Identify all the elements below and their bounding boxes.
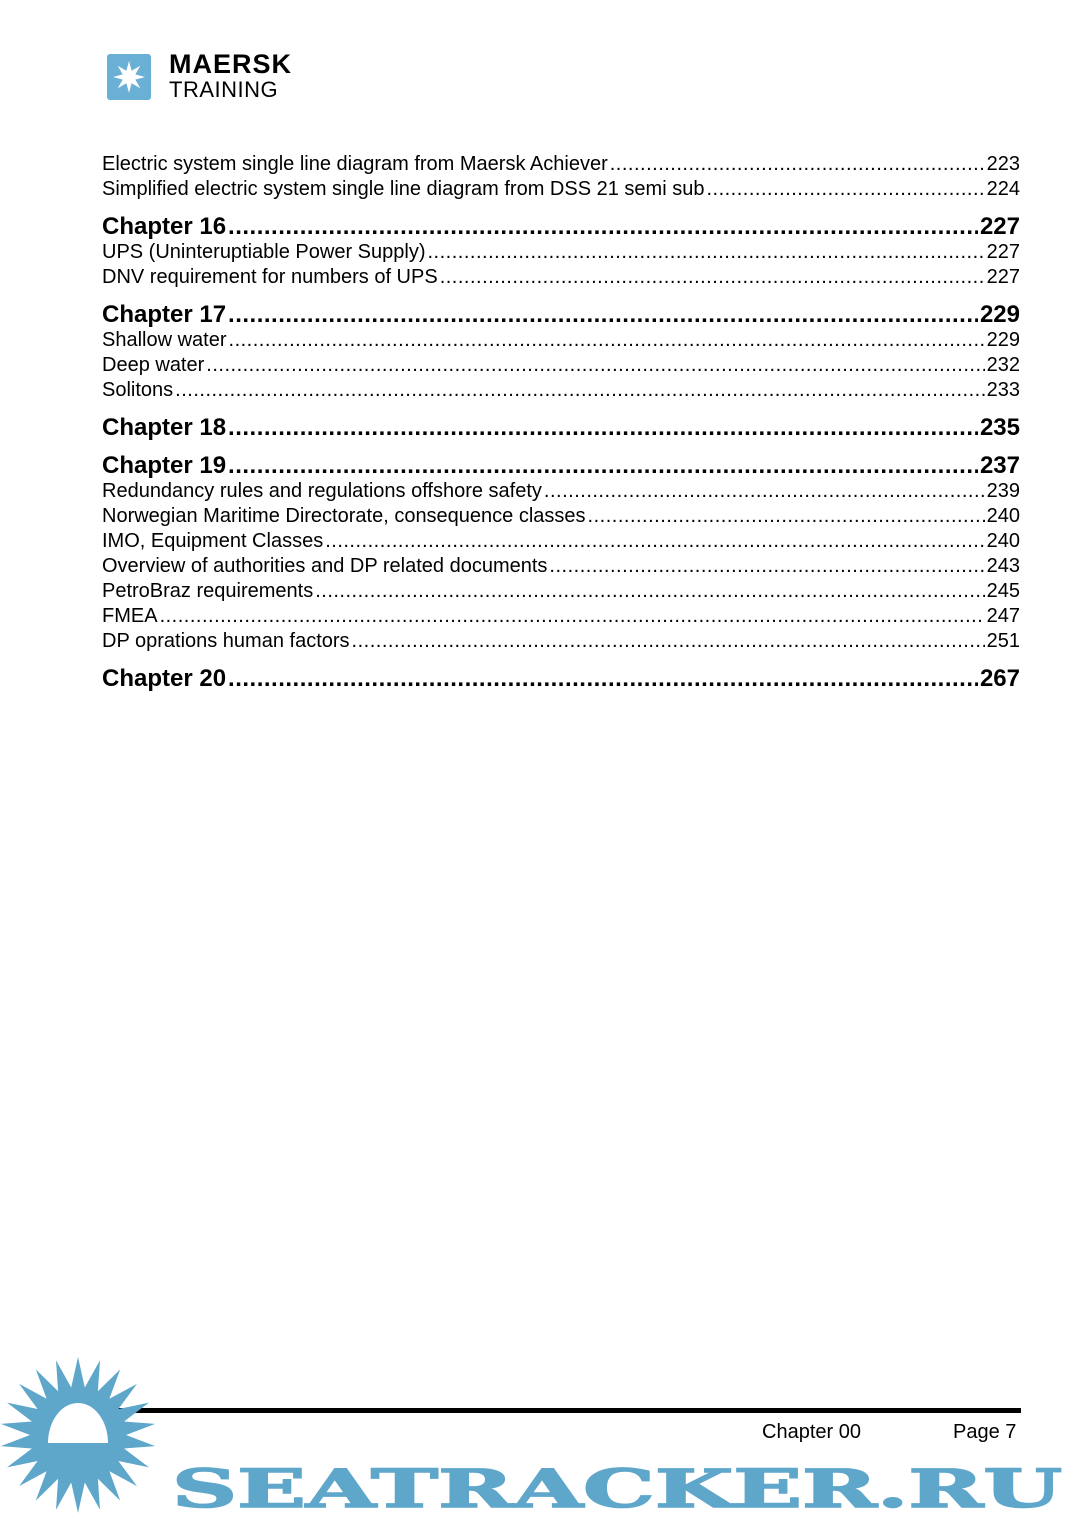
dot-leader (544, 479, 985, 504)
toc-entry-page: 251 (986, 630, 1020, 652)
toc-entry-page: 245 (986, 580, 1020, 602)
toc-entry[interactable] (102, 378, 1020, 403)
toc-entry[interactable] (102, 579, 1020, 604)
toc-entry-page: 227 (979, 213, 1020, 240)
toc-chapter-entry[interactable] (102, 214, 1020, 240)
toc-entry-title: Redundancy rules and regulations offshore safety (102, 480, 542, 502)
toc-entry[interactable] (102, 353, 1020, 378)
toc-entry-page: 223 (986, 153, 1020, 175)
dot-leader (228, 214, 978, 240)
toc-entry-page: 233 (986, 379, 1020, 401)
toc-entry-page: 229 (979, 301, 1020, 328)
toc-entry-title: Deep water (102, 354, 205, 376)
toc-chapter-entry[interactable] (102, 453, 1020, 479)
toc-entry-page: 232 (986, 354, 1020, 376)
dot-leader (206, 353, 984, 378)
toc-entry-title: Solitons (102, 379, 174, 401)
toc-entry[interactable] (102, 177, 1020, 202)
dot-leader (428, 240, 985, 265)
toc-entry[interactable] (102, 152, 1020, 177)
toc-entry-title: DP oprations human factors (102, 630, 350, 652)
toc-entry-page: 240 (986, 530, 1020, 552)
toc-entry-title: IMO, Equipment Classes (102, 530, 324, 552)
sun-icon (1, 1357, 155, 1513)
toc-entry[interactable] (102, 504, 1020, 529)
logo-name: MAERSK (169, 49, 293, 79)
toc-entry-title: UPS (Uninteruptiable Power Supply) (102, 241, 426, 263)
svg-text:SEATRACKER.RU: SEATRACKER.RU (172, 1459, 1062, 1515)
dot-leader (706, 177, 984, 202)
toc-chapter-entry[interactable] (102, 666, 1020, 692)
toc-entry-page: 243 (986, 555, 1020, 577)
toc-entry-page: 237 (979, 452, 1020, 479)
dot-leader (610, 152, 985, 177)
toc-entry[interactable] (102, 479, 1020, 504)
toc-entry-page: 224 (986, 178, 1020, 200)
toc-entry[interactable] (102, 240, 1020, 265)
toc-entry-page: 229 (986, 329, 1020, 351)
dot-leader (228, 666, 978, 692)
toc-entry-page: 239 (986, 480, 1020, 502)
toc-entry-title: Chapter 16 (102, 213, 227, 240)
maersk-training-logo (107, 49, 293, 102)
toc-entry-title: Norwegian Maritime Directorate, consequence classes (102, 505, 586, 527)
toc-entry-title: Electric system single line diagram from Maersk Achiever (102, 153, 608, 175)
toc-entry[interactable] (102, 604, 1020, 629)
toc-entry[interactable] (102, 529, 1020, 554)
toc-entry-page: 227 (986, 241, 1020, 263)
dot-leader (588, 504, 985, 529)
toc-entry-title: DNV requirement for numbers of UPS (102, 266, 438, 288)
dot-leader (160, 604, 985, 629)
footer-page-number: Page 7 (953, 1421, 1017, 1443)
toc-entry-title: FMEA (102, 605, 158, 627)
footer-chapter: Chapter 00 (762, 1421, 861, 1443)
dot-leader (228, 302, 978, 328)
toc-entry-page: 240 (986, 505, 1020, 527)
toc-entry-page: 267 (979, 665, 1020, 692)
toc-entry-title: Simplified electric system single line diagram from DSS 21 semi sub (102, 178, 705, 200)
toc-entry-title: Chapter 19 (102, 452, 227, 479)
star-icon (107, 54, 151, 100)
toc-entry[interactable] (102, 265, 1020, 290)
dot-leader (228, 453, 978, 479)
toc-entry-page: 235 (979, 414, 1020, 441)
dot-leader (175, 378, 984, 403)
toc-entry-page: 247 (986, 605, 1020, 627)
toc-entry-title: Chapter 20 (102, 665, 227, 692)
toc-entry[interactable] (102, 328, 1020, 353)
toc-entry[interactable] (102, 629, 1020, 654)
toc-entry-title: Overview of authorities and DP related documents (102, 555, 548, 577)
toc-entry[interactable] (102, 554, 1020, 579)
toc-entry-page: 227 (986, 266, 1020, 288)
toc-chapter-entry[interactable] (102, 415, 1020, 441)
dot-leader (229, 328, 985, 353)
toc-chapter-entry[interactable] (102, 302, 1020, 328)
dot-leader (549, 554, 984, 579)
dot-leader (352, 629, 985, 654)
toc-entry-title: Chapter 17 (102, 301, 227, 328)
toc-entry-title: PetroBraz requirements (102, 580, 314, 602)
dot-leader (440, 265, 985, 290)
dot-leader (315, 579, 984, 604)
toc-entry-title: Chapter 18 (102, 414, 227, 441)
dot-leader (228, 415, 978, 441)
table-of-contents (102, 152, 1020, 692)
watermark (0, 1355, 1080, 1515)
logo-sub: TRAINING (169, 77, 279, 102)
dot-leader (325, 529, 984, 554)
footer-divider (98, 1408, 1021, 1413)
toc-entry-title: Shallow water (102, 329, 227, 351)
